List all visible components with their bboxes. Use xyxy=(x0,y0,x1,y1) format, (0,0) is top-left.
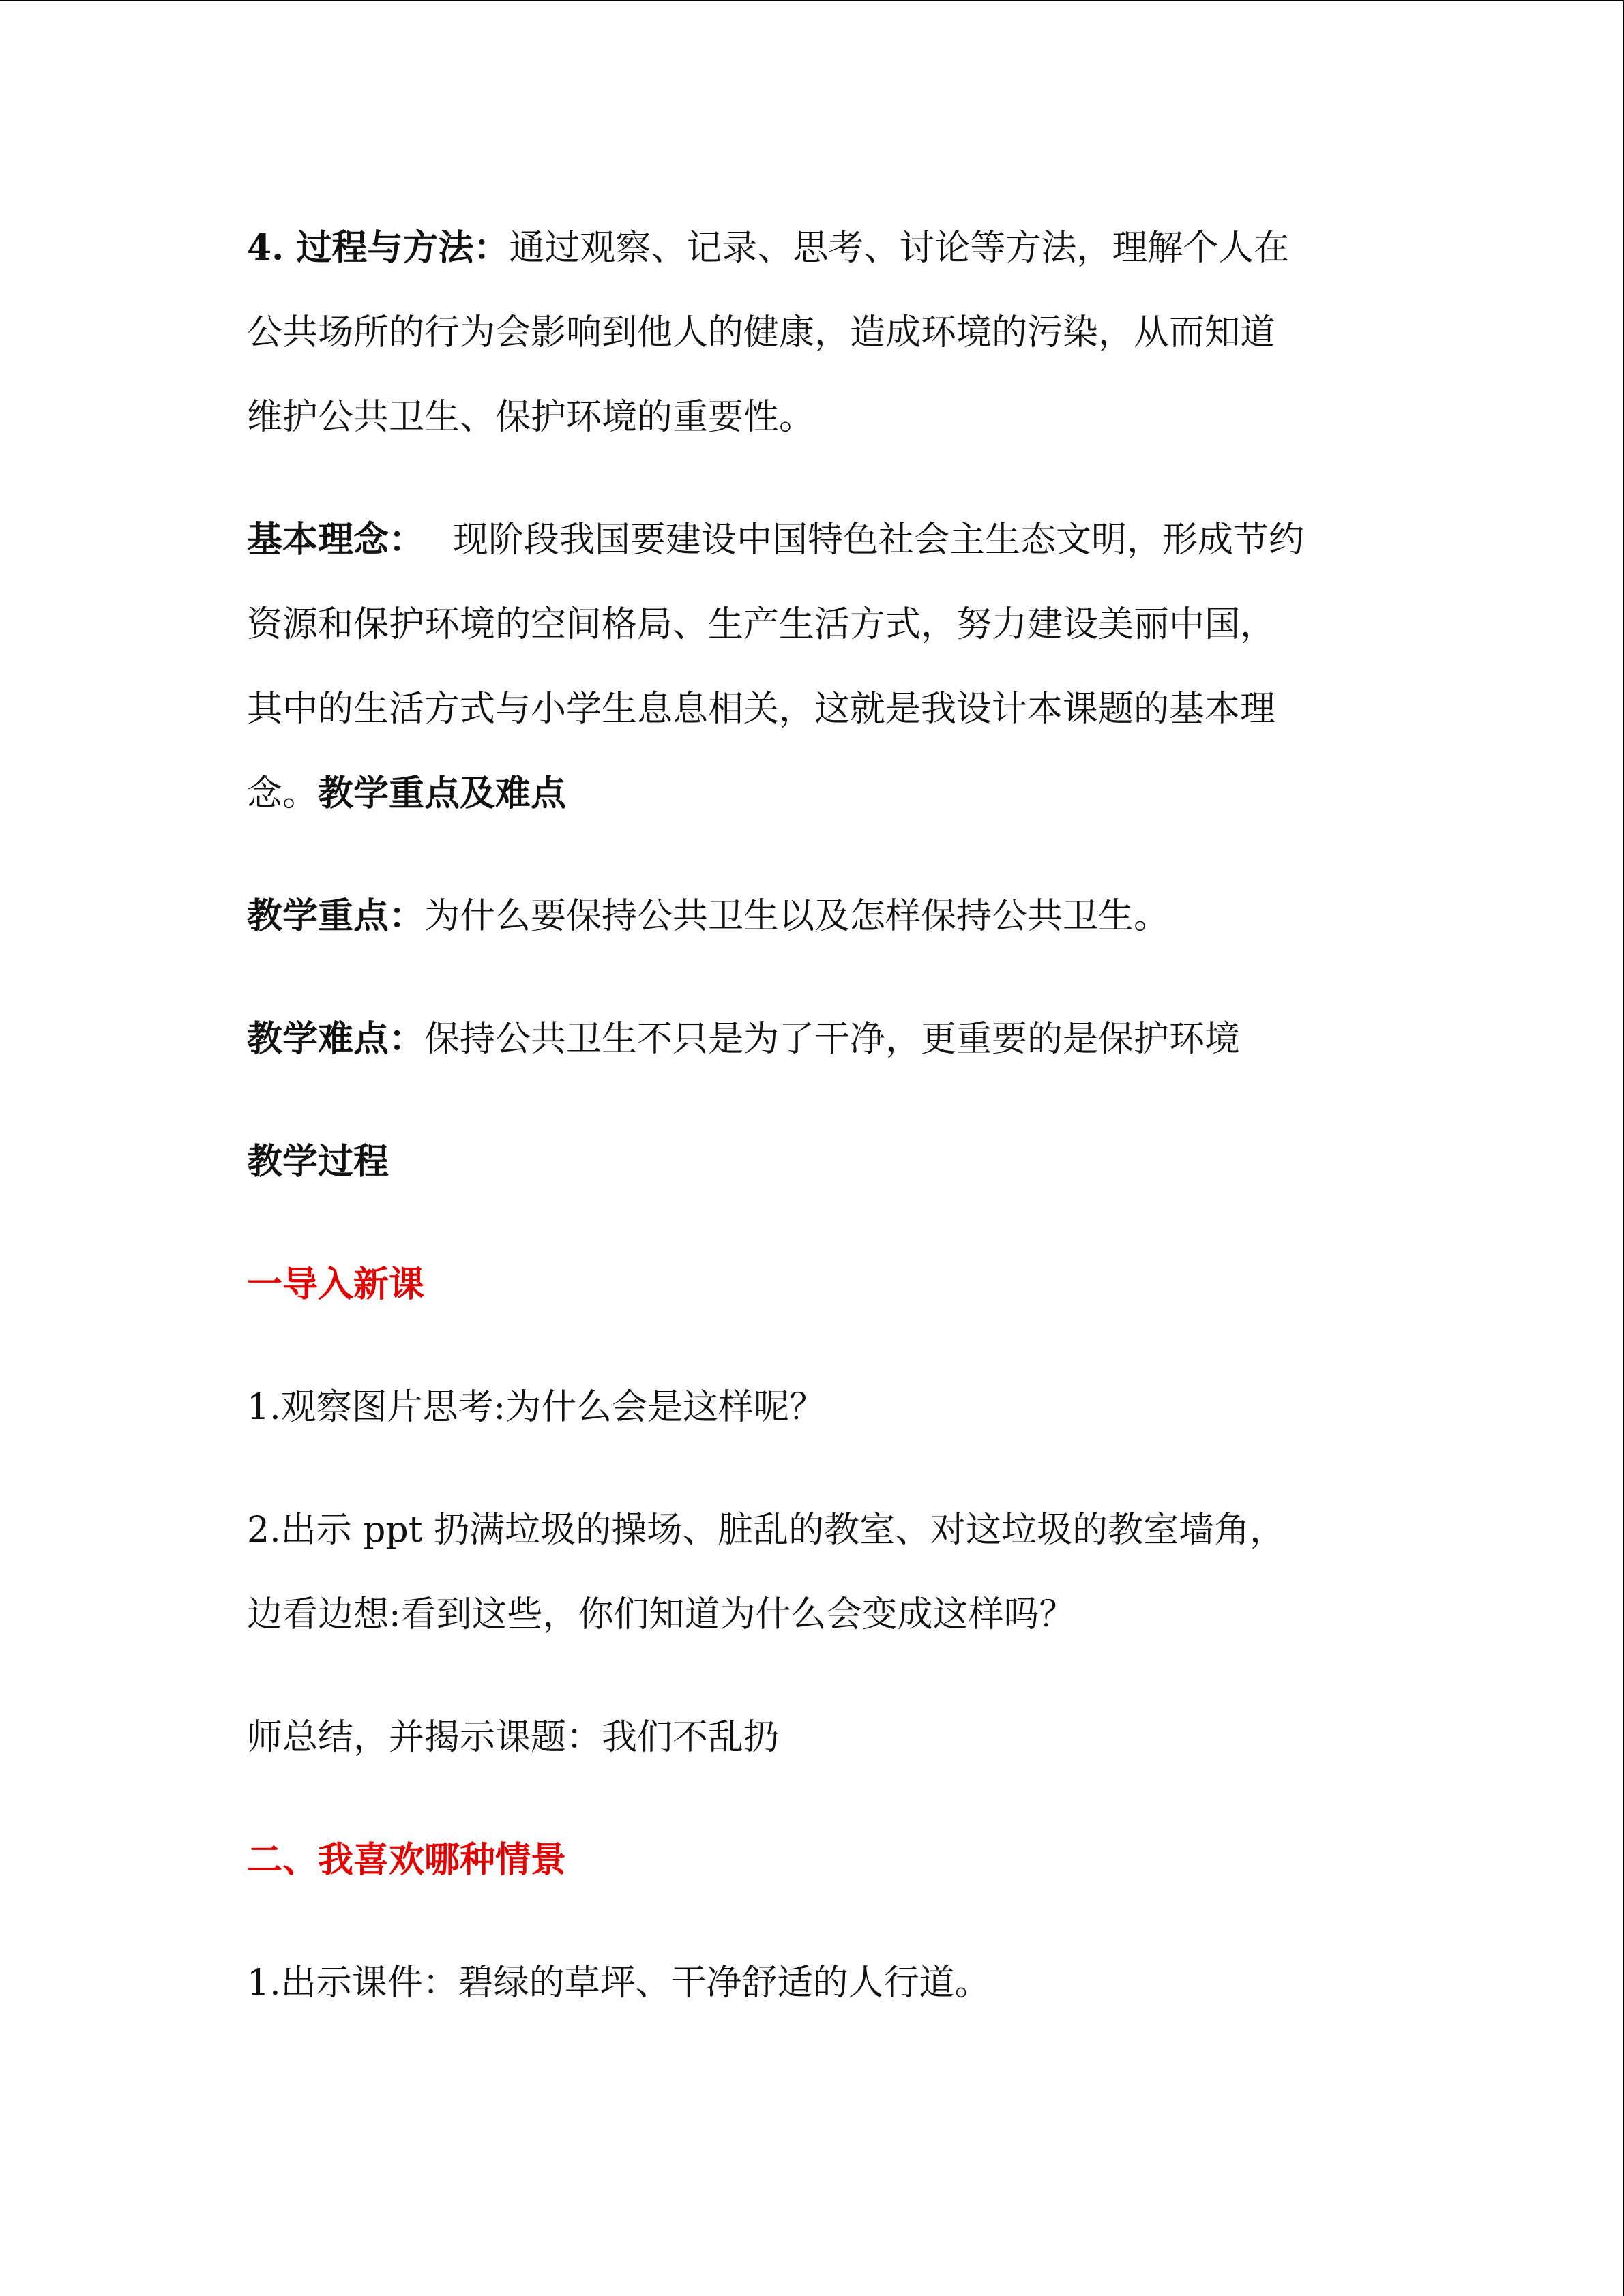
objective-process-method xyxy=(247,206,1379,460)
key-points-text: 为什么要保持公共卫生以及怎样保持公共卫生。 xyxy=(424,896,1170,937)
objective-label: 4. 过程与方法： xyxy=(247,227,510,269)
paragraph-line: 公共场所的行为会影响到他人的健康，造成环境的污染，从而知道 xyxy=(247,312,1276,353)
objective-text: 通过观察、记录、思考、讨论等方法，理解个人在 xyxy=(509,228,1290,269)
basic-concept xyxy=(247,498,1379,836)
concept-label: 基本理念： xyxy=(247,519,425,561)
concept-text: 现阶段我国要建设中国特色社会主生态文明，形成节约 xyxy=(453,520,1305,561)
teaching-process-heading: 教学过程 xyxy=(247,1141,389,1182)
key-points xyxy=(247,874,1379,959)
section-1-item-2 xyxy=(247,1488,1379,1657)
paragraph-line: 其中的生活方式与小学生息息相关，这就是我设计本课题的基本理 xyxy=(247,689,1276,730)
paragraph-line: 2.出示 ppt 扔满垃圾的操场、脏乱的教室、对这垃圾的教室墙角， xyxy=(247,1510,1286,1551)
section-2-heading: 二、我喜欢哪种情景 xyxy=(247,1839,567,1881)
section-1-item-1: 1.观察图片思考:为什么会是这样呢？ xyxy=(247,1387,825,1428)
difficult-points-text: 保持公共卫生不只是为了干净，更重要的是保护环境 xyxy=(424,1019,1241,1060)
section-1-heading: 一导入新课 xyxy=(247,1264,425,1305)
paragraph-line xyxy=(247,206,1379,290)
concept-text-end: 念。 xyxy=(247,773,319,814)
difficult-points xyxy=(247,997,1379,1082)
section-2-item-1: 1.出示课件：碧绿的草坪、干净舒适的人行道。 xyxy=(247,1963,990,2003)
section-heading: 教学重点及难点 xyxy=(318,773,567,814)
paragraph-line: 资源和保护环境的空间格局、生产生活方式，努力建设美丽中国， xyxy=(247,604,1276,645)
section-1-summary: 师总结，并揭示课题：我们不乱扔 xyxy=(247,1717,780,1758)
paragraph-line xyxy=(247,498,1379,582)
paragraph-line xyxy=(247,751,1379,836)
paragraph-line: 维护公共卫生、保护环境的重要性。 xyxy=(247,397,815,438)
document-body xyxy=(247,206,1379,2025)
paragraph-line: 边看边想:看到这些，你们知道为什么会变成这样吗？ xyxy=(247,1594,1075,1635)
key-points-label: 教学重点： xyxy=(247,895,425,937)
difficult-points-label: 教学难点： xyxy=(247,1018,425,1060)
